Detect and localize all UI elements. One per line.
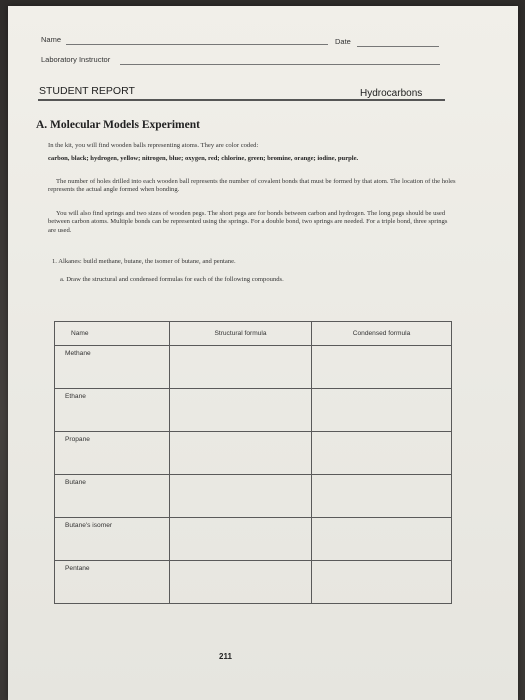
worksheet-page bbox=[8, 6, 518, 700]
table-row bbox=[55, 432, 452, 475]
table-row bbox=[55, 389, 452, 432]
condensed-formula-cell[interactable] bbox=[312, 432, 452, 475]
compound-name: Propane bbox=[65, 436, 90, 443]
page-number: 211 bbox=[219, 652, 232, 661]
row-name-cell bbox=[55, 475, 170, 518]
report-topic: Hydrocarbons bbox=[360, 88, 423, 99]
header-rule bbox=[38, 99, 445, 101]
question-1a: a. Draw the structural and condensed formulas for each of the following compounds. bbox=[60, 276, 284, 283]
intro-text: In the kit, you will find wooden balls representing atoms. They are color coded: bbox=[48, 142, 259, 149]
header-name: Name bbox=[55, 322, 170, 346]
condensed-formula-cell[interactable] bbox=[312, 389, 452, 432]
springs-text: You will also find springs and two sizes of wooden pegs. The short pegs are for bonds between carbon and hydrogen. The long pegs should be used between carbon atoms. Multiple bonds can be represented using the springs. For a double bond, two springs are needed. For a triple bond, three springs are used. bbox=[48, 210, 448, 234]
condensed-formula-cell[interactable] bbox=[312, 518, 452, 561]
structural-formula-cell[interactable] bbox=[170, 518, 312, 561]
compound-name: Butane's isomer bbox=[65, 522, 113, 529]
structural-formula-cell[interactable] bbox=[170, 475, 312, 518]
instructor-label: Laboratory Instructor bbox=[41, 55, 111, 64]
condensed-formula-cell[interactable] bbox=[312, 475, 452, 518]
name-label: Name bbox=[41, 35, 62, 44]
question-1: 1. Alkanes: build methane, butane, the isomer of butane, and pentane. bbox=[52, 258, 236, 265]
row-name-cell bbox=[55, 346, 170, 389]
color-code-bold: carbon, black; hydrogen, yellow; nitrogen, blue; oxygen, red; chlorine, green; bromine, orange; iodine, purple. bbox=[48, 155, 359, 162]
table-row bbox=[55, 475, 452, 518]
table-header-row bbox=[55, 322, 452, 346]
header-condensed: Condensed formula bbox=[312, 322, 452, 346]
section-heading: A. Molecular Models Experiment bbox=[36, 119, 200, 131]
date-field[interactable] bbox=[357, 46, 439, 47]
compounds-table bbox=[54, 321, 452, 604]
structural-formula-cell[interactable] bbox=[170, 432, 312, 475]
compound-name: Butane bbox=[65, 479, 86, 486]
compound-name: Ethane bbox=[65, 393, 86, 400]
row-name-cell bbox=[55, 561, 170, 604]
compound-name: Pentane bbox=[65, 565, 90, 572]
row-name-cell bbox=[55, 389, 170, 432]
name-field[interactable] bbox=[66, 44, 328, 45]
table-row bbox=[55, 561, 452, 604]
report-title: STUDENT REPORT bbox=[39, 85, 135, 97]
header-structural: Structural formula bbox=[170, 322, 312, 346]
table-row bbox=[55, 346, 452, 389]
date-label: Date bbox=[335, 37, 351, 46]
condensed-formula-cell[interactable] bbox=[312, 561, 452, 604]
table-row bbox=[55, 518, 452, 561]
structural-formula-cell[interactable] bbox=[170, 561, 312, 604]
row-name-cell bbox=[55, 518, 170, 561]
structural-formula-cell[interactable] bbox=[170, 346, 312, 389]
condensed-formula-cell[interactable] bbox=[312, 346, 452, 389]
color-code-text bbox=[48, 155, 456, 163]
holes-text: The number of holes drilled into each wooden ball represents the number of covalent bonds that must be formed by that atom. The location of the holes represents the actual angle formed when bonding. bbox=[48, 178, 456, 194]
compound-name: Methane bbox=[65, 350, 91, 357]
row-name-cell bbox=[55, 432, 170, 475]
instructor-field[interactable] bbox=[120, 64, 440, 65]
structural-formula-cell[interactable] bbox=[170, 389, 312, 432]
